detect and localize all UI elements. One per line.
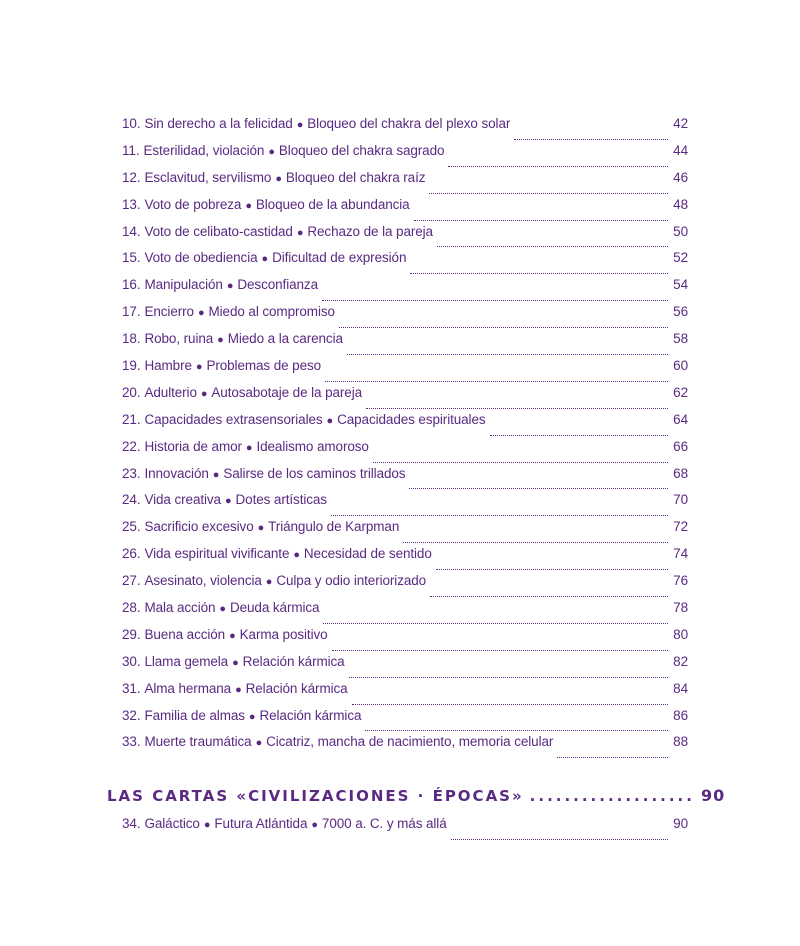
entry-subtitle: Necesidad de sentido	[303, 546, 432, 562]
bullet-separator: ●	[268, 145, 275, 158]
entry-title: Manipulación	[144, 277, 223, 293]
bullet-separator: ●	[200, 387, 208, 400]
bullet-separator: ●	[203, 819, 211, 831]
entry-number: 32.	[122, 707, 141, 723]
entry-title: Historia de amor	[144, 438, 242, 454]
entry-title: Voto de obediencia	[144, 250, 258, 266]
entry-number: 31.	[122, 680, 141, 696]
entry-subtitle: Cicatriz, mancha de nacimiento, memoria celular	[266, 734, 554, 750]
toc-entry[interactable]	[122, 250, 688, 277]
entry-number: 25.	[122, 519, 141, 535]
dot-leader	[352, 704, 668, 705]
bullet-separator: ●	[261, 253, 269, 266]
toc-entry[interactable]	[122, 358, 688, 385]
entry-subtitle: Triángulo de Karpman	[268, 519, 400, 535]
entry-title: Voto de pobreza	[144, 196, 242, 212]
entry-number: 15.	[122, 250, 141, 266]
bullet-separator: ●	[232, 656, 239, 669]
bullet-separator: ●	[229, 629, 236, 642]
dot-leader	[430, 596, 668, 597]
entry-page-number: 72	[673, 519, 688, 535]
entry-number: 18.	[122, 331, 141, 347]
bullet-separator: ●	[195, 361, 203, 374]
dot-leader	[347, 354, 668, 355]
entry-number: 16.	[122, 277, 141, 293]
bullet-separator: ●	[257, 522, 265, 535]
entry-number: 10.	[122, 116, 141, 131]
toc-entry[interactable]	[122, 708, 688, 735]
toc-entry[interactable]	[122, 734, 688, 761]
entry-number: 23.	[122, 465, 141, 481]
entry-number: 12.	[122, 169, 141, 185]
entry-subtitle: Miedo al compromiso	[208, 304, 335, 320]
entry-subtitle: Salirse de los caminos trillados	[223, 465, 406, 481]
entry-title: Sin derecho a la felicidad	[144, 116, 293, 131]
toc-entry[interactable]	[122, 654, 688, 681]
section-title: LAS CARTAS «CIVILIZACIONES · ÉPOCAS»	[107, 787, 524, 805]
dot-leader	[403, 542, 668, 543]
entry-subtitle: Idealismo amoroso	[256, 438, 369, 454]
dot-leader	[451, 839, 668, 840]
section-page-number: 90	[700, 786, 726, 805]
toc-entry[interactable]	[122, 412, 688, 439]
bullet-separator: ●	[293, 549, 300, 562]
entry-title: Asesinato, violencia	[144, 573, 262, 589]
bullet-separator: ●	[245, 441, 253, 454]
dot-leader	[325, 381, 668, 382]
bullet-separator: ●	[296, 119, 304, 131]
toc-entry[interactable]	[122, 816, 688, 843]
entry-page-number: 48	[673, 196, 688, 212]
entry-title: Alma hermana	[144, 680, 232, 696]
entry-title: Galáctico	[144, 816, 200, 831]
toc-entry[interactable]	[122, 600, 688, 627]
entry-subtitle: Dotes artísticas	[235, 492, 327, 508]
entry-subtitle: Bloqueo del chakra del plexo solar	[307, 116, 511, 131]
bullet-separator: ●	[226, 280, 234, 293]
entry-page-number: 70	[673, 492, 688, 508]
entry-page-number: 86	[673, 707, 688, 723]
entry-subtitle: Rechazo de la pareja	[307, 223, 433, 239]
bullet-separator: ●	[197, 307, 205, 320]
entry-page-number: 84	[673, 680, 688, 696]
entry-number: 34.	[122, 816, 141, 831]
entry-subtitle: Capacidades espirituales	[337, 411, 486, 427]
entry-subtitle: Dificultad de expresión	[272, 250, 407, 266]
bullet-separator: ●	[275, 172, 282, 185]
entry-page-number: 90	[673, 816, 688, 831]
entry-title: Esclavitud, servilismo	[144, 169, 272, 185]
dot-leader	[373, 462, 668, 463]
entry-page-number: 52	[673, 250, 688, 266]
entry-page-number: 50	[673, 223, 688, 239]
entry-title: Hambre	[144, 358, 192, 374]
entry-subtitle: Futura Atlántida	[214, 816, 308, 831]
entry-number: 17.	[122, 304, 141, 320]
entry-page-number: 56	[673, 304, 688, 320]
toc-entry[interactable]	[122, 170, 688, 197]
entry-number: 26.	[122, 546, 141, 562]
toc-entry[interactable]	[122, 492, 688, 519]
bullet-separator: ●	[296, 226, 304, 239]
entry-title: Adulterio	[144, 384, 197, 400]
entry-number: 22.	[122, 438, 141, 454]
dot-leader	[349, 677, 668, 678]
entry-number: 28.	[122, 600, 141, 616]
entry-subtitle: Desconfianza	[237, 277, 318, 293]
toc-entry[interactable]	[122, 224, 688, 251]
dot-leader	[557, 757, 668, 758]
entry-page-number: 42	[673, 116, 688, 131]
entry-page-number: 68	[673, 465, 688, 481]
toc-list	[122, 116, 688, 761]
entry-number: 11.	[122, 142, 140, 158]
entry-page-number: 88	[673, 734, 688, 750]
bullet-separator: ●	[248, 710, 256, 723]
entry-subtitle: Problemas de peso	[206, 358, 322, 374]
entry-page-number: 74	[673, 546, 688, 562]
entry-number: 19.	[122, 358, 141, 374]
entry-subtitle: Relación kármica	[242, 653, 345, 669]
entry-subtitle: Karma positivo	[239, 626, 328, 642]
bullet-separator: ●	[235, 683, 242, 696]
entry-page-number: 64	[673, 411, 688, 427]
bullet-separator: ●	[255, 737, 263, 750]
entry-subtitle: Relación kármica	[245, 680, 348, 696]
entry-title: Encierro	[144, 304, 194, 320]
dot-leader	[490, 435, 668, 436]
section-leader: ...................	[529, 787, 695, 805]
entry-title: Esterilidad, violación	[143, 142, 265, 158]
entry-title: Vida espiritual vivificante	[144, 546, 290, 562]
dot-leader	[514, 139, 668, 140]
entry-subtitle: Bloqueo del chakra sagrado	[278, 142, 445, 158]
entry-page-number: 60	[673, 358, 688, 374]
entry-number: 20.	[122, 384, 141, 400]
entry-number: 30.	[122, 653, 141, 669]
entry-number: 24.	[122, 492, 141, 508]
section-toc-list	[122, 816, 688, 843]
dot-leader	[339, 327, 668, 328]
dot-leader	[331, 515, 668, 516]
dot-leader	[366, 408, 668, 409]
bullet-separator: ●	[311, 819, 318, 831]
toc-entry[interactable]	[122, 197, 688, 224]
entry-title: Mala acción	[144, 600, 216, 616]
entry-title: Muerte traumática	[144, 734, 252, 750]
toc-entry[interactable]	[122, 546, 688, 573]
entry-page-number: 78	[673, 600, 688, 616]
entry-page-number: 62	[673, 384, 688, 400]
dot-leader	[436, 569, 668, 570]
bullet-separator: ●	[265, 576, 273, 589]
entry-number: 21.	[122, 411, 141, 427]
entry-page-number: 82	[673, 653, 688, 669]
toc-entry[interactable]	[122, 466, 688, 493]
entry-page-number: 46	[673, 169, 688, 185]
toc-entry[interactable]	[122, 143, 688, 170]
dot-leader	[332, 650, 668, 651]
entry-number: 14.	[122, 223, 141, 239]
dot-leader	[437, 246, 668, 247]
entry-page-number: 44	[673, 142, 688, 158]
entry-title: Buena acción	[144, 626, 226, 642]
entry-subtitle: Bloqueo de la abundancia	[255, 196, 410, 212]
entry-page-number: 80	[673, 626, 688, 642]
toc-entry[interactable]	[122, 116, 688, 143]
entry-title: Capacidades extrasensoriales	[144, 411, 323, 427]
dot-leader	[322, 300, 668, 301]
dot-leader	[409, 488, 668, 489]
entry-extra: 7000 a. C. y más allá	[321, 816, 447, 831]
entry-page-number: 54	[673, 277, 688, 293]
dot-leader	[365, 730, 668, 731]
entry-title: Vida creativa	[144, 492, 221, 508]
entry-subtitle: Culpa y odio interiorizado	[276, 573, 427, 589]
bullet-separator: ●	[219, 603, 226, 616]
entry-title: Robo, ruina	[144, 331, 214, 347]
entry-subtitle: Autosabotaje de la pareja	[211, 384, 363, 400]
toc-entry[interactable]	[122, 331, 688, 358]
entry-title: Familia de almas	[144, 707, 245, 723]
toc-entry[interactable]	[122, 439, 688, 466]
dot-leader	[429, 193, 668, 194]
entry-title: Voto de celibato-castidad	[144, 223, 293, 239]
dot-leader	[323, 623, 668, 624]
entry-title: Innovación	[144, 465, 209, 481]
entry-subtitle: Relación kármica	[259, 707, 362, 723]
entry-subtitle: Deuda kármica	[229, 600, 320, 616]
dot-leader	[448, 166, 668, 167]
toc-entry[interactable]	[122, 277, 688, 304]
entry-page-number: 66	[673, 438, 688, 454]
entry-number: 13.	[122, 196, 141, 212]
entry-number: 29.	[122, 626, 141, 642]
entry-number: 33.	[122, 734, 141, 750]
bullet-separator: ●	[224, 495, 232, 508]
bullet-separator: ●	[217, 334, 224, 347]
toc-entry[interactable]	[122, 573, 688, 600]
dot-leader	[410, 273, 668, 274]
entry-subtitle: Bloqueo del chakra raíz	[285, 169, 426, 185]
dot-leader	[414, 220, 668, 221]
entry-subtitle: Miedo a la carencia	[227, 331, 343, 347]
bullet-separator: ●	[245, 199, 252, 212]
bullet-separator: ●	[212, 468, 220, 481]
toc-entry[interactable]	[122, 627, 688, 654]
entry-title: Llama gemela	[144, 653, 229, 669]
entry-page-number: 58	[673, 331, 688, 347]
entry-page-number: 76	[673, 573, 688, 589]
toc-entry[interactable]	[122, 304, 688, 331]
bullet-separator: ●	[326, 414, 334, 427]
toc-entry[interactable]	[122, 385, 688, 412]
section-heading	[107, 786, 726, 805]
toc-entry[interactable]	[122, 519, 688, 546]
toc-entry[interactable]	[122, 681, 688, 708]
entry-title: Sacrificio excesivo	[144, 519, 254, 535]
entry-number: 27.	[122, 573, 141, 589]
